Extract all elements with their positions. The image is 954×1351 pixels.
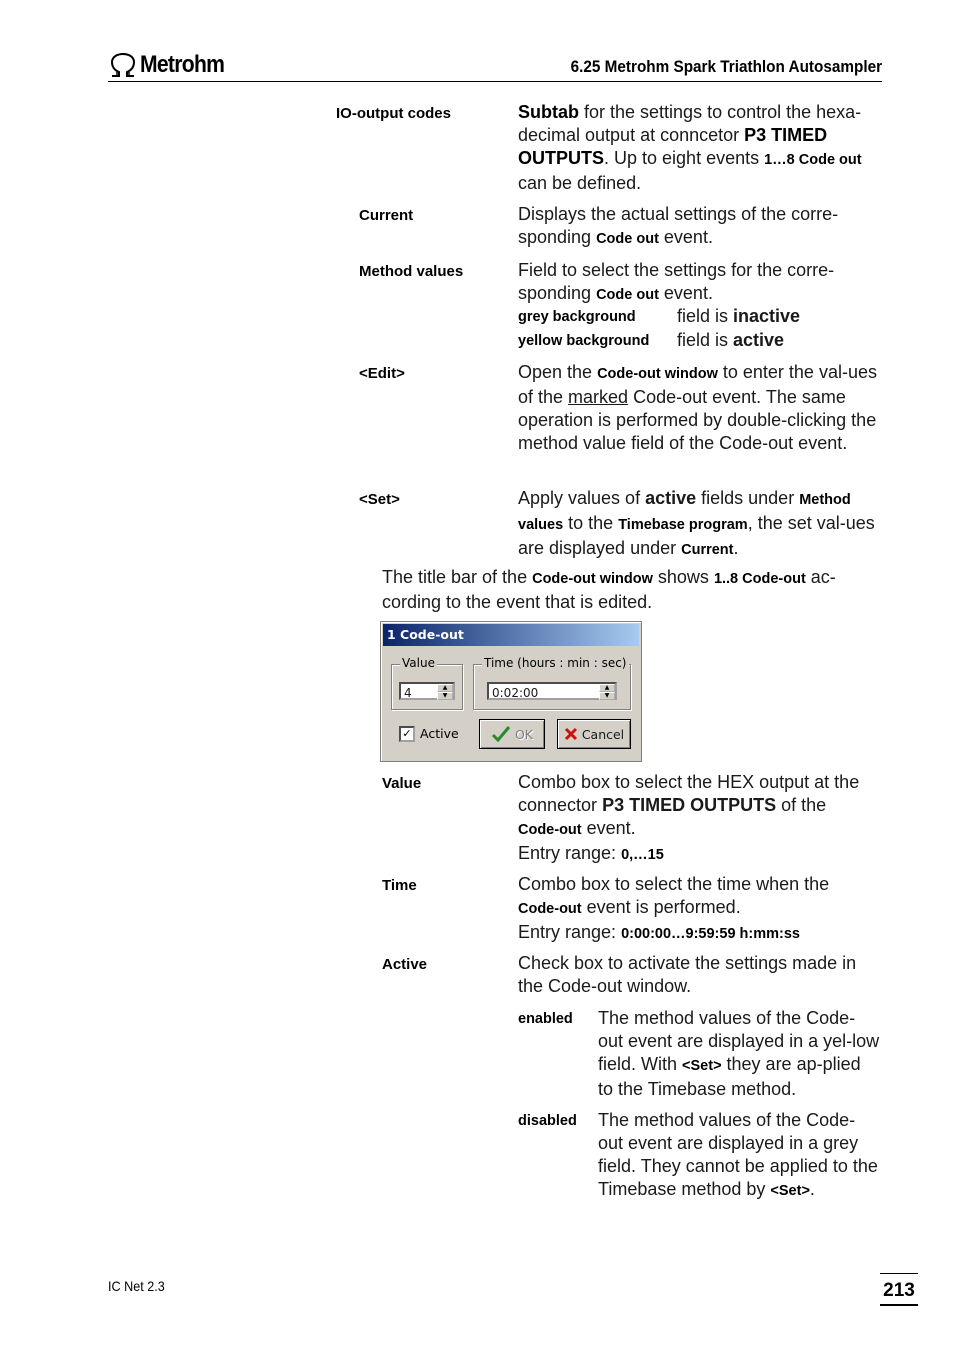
section-title: 6.25 Metrohm Spark Triathlon Autosampler <box>570 57 882 76</box>
value-spin-input[interactable] <box>399 682 455 700</box>
desc-enabled: The method values of the Code-out event are displayed in a yel-low field. With <Set> they are ap-plied to the Timebase method. <box>598 1008 880 1099</box>
spin-down-icon[interactable]: ▼ <box>599 692 615 700</box>
checkmark-icon <box>491 725 511 743</box>
red-x-icon <box>564 727 578 741</box>
term-io-output-codes: IO-output codes <box>336 105 451 122</box>
desc-edit: Open the Code-out window to enter the val-ues of the marked Code-out event. The same operation is performed by double-clicking the method value field of the Code-out event. <box>518 362 877 453</box>
desc-disabled: The method values of the Code-out event are displayed in a grey field. They cannot be applied to the Timebase method by <Set>. <box>598 1110 878 1199</box>
ok-button[interactable] <box>479 719 545 749</box>
ok-button-label: OK <box>514 726 534 742</box>
term-current: Current <box>359 207 414 224</box>
term-time: Time <box>382 877 417 894</box>
spin-down-icon[interactable]: ▼ <box>437 692 453 700</box>
spin-up-icon[interactable]: ▲ <box>437 684 453 692</box>
connector-name: P3 TIMED OUTPUTS <box>518 125 828 168</box>
desc-active: Check box to activate the settings made in the Code-out window. <box>518 953 857 996</box>
value-group <box>391 656 463 710</box>
active-checkbox[interactable]: ✓ <box>399 726 415 742</box>
yellow-background-desc: field is active <box>677 330 785 350</box>
desc-current: Displays the actual settings of the corre-sponding Code out event. <box>518 204 839 247</box>
time-spinner[interactable] <box>599 684 615 698</box>
metrohm-logo <box>108 50 236 80</box>
header-rule <box>108 81 882 82</box>
desc-value: Combo box to select the HEX output at the connector P3 TIMED OUTPUTS of the Code-out event. Entry range: 0,…15 <box>518 772 860 863</box>
title-bar-note: The title bar of the Code-out window shows 1..8 Code-out ac-cording to the event that is edited. <box>382 567 836 612</box>
page-number: 213 <box>880 1276 918 1306</box>
time-group-label: Time (hours : min : sec) <box>484 656 627 670</box>
subtab-text: Subtab <box>518 102 579 122</box>
time-group <box>473 656 631 710</box>
desc-set: Apply values of active fields under Method values to the Timebase program, the set val-ues are displayed under Current. <box>518 488 875 558</box>
time-input-text: 0:02:00 <box>492 686 539 700</box>
term-enabled: enabled <box>518 1011 573 1027</box>
product-name: IC Net 2.3 <box>108 1278 165 1294</box>
value-spinner[interactable] <box>437 684 453 698</box>
code-out-dialog <box>380 621 642 762</box>
desc-time: Combo box to select the time when the Code-out event is performed. Entry range: 0:00:00…9:59:59 h:mm:ss <box>518 874 830 942</box>
term-value: Value <box>382 775 422 792</box>
dialog-title-bar: 1 Code-out <box>383 624 639 646</box>
omega-logo-icon <box>108 52 138 78</box>
time-spin-input[interactable] <box>487 682 617 700</box>
term-method-values: Method values <box>359 263 464 280</box>
grey-background-desc: field is inactive <box>677 306 801 326</box>
cancel-button[interactable] <box>557 719 631 749</box>
term-disabled: disabled <box>518 1113 577 1129</box>
term-active: Active <box>382 956 428 973</box>
cancel-button-label: Cancel <box>581 726 625 742</box>
yellow-background-label: yellow background <box>518 333 650 349</box>
term-edit: <Edit> <box>359 365 405 382</box>
desc-io-output-codes: Subtab for the settings to control the hexa-decimal output at conncetor P3 TIMED OUTPUTS. Up to eight events 1…8 Code out can be defined. <box>518 102 862 193</box>
desc-method-values: Field to select the settings for the corre-sponding Code out event. <box>518 260 835 303</box>
grey-background-label: grey background <box>518 309 636 325</box>
term-set: <Set> <box>359 491 400 508</box>
spin-up-icon[interactable]: ▲ <box>599 684 615 692</box>
active-checkbox-label: Active <box>420 726 459 741</box>
value-group-label: Value <box>402 656 435 670</box>
value-input-text: 4 <box>404 686 412 700</box>
logo-text: Metrohm <box>140 51 225 78</box>
page-number-rule <box>880 1273 918 1274</box>
